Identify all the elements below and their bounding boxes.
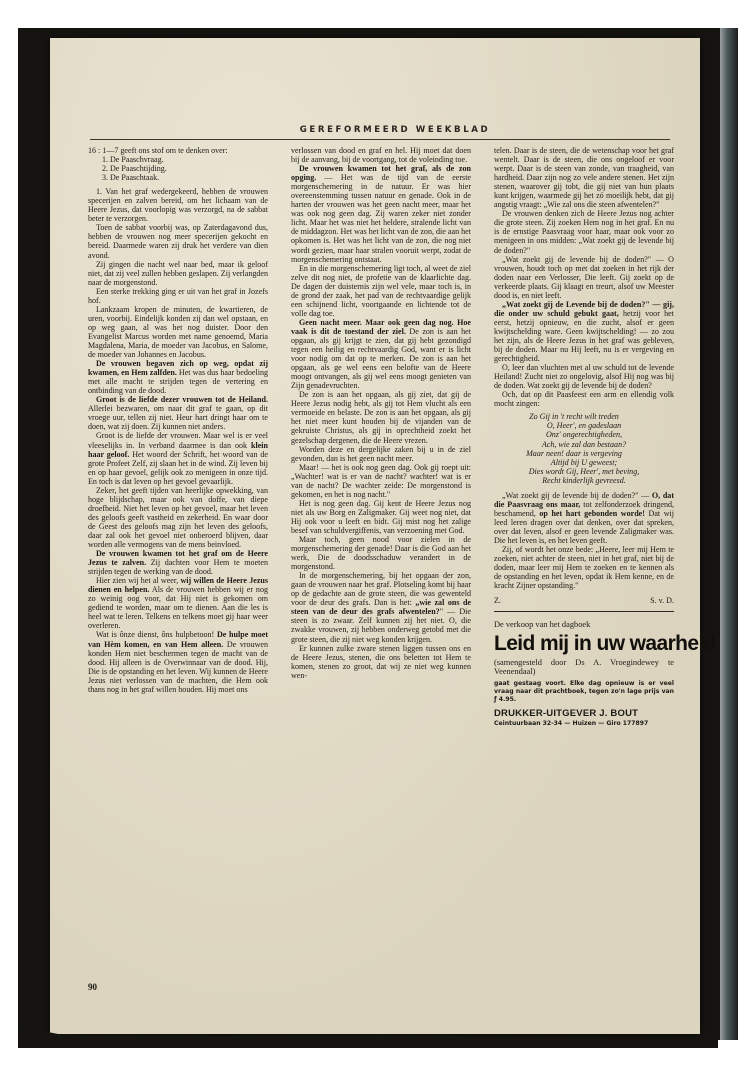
page-number: 90 [88, 982, 97, 992]
bold-phrase: De vrouwen kwamen tot het graf, als de zon opging. [291, 164, 471, 183]
paragraph: verlossen van dood en graf en hel. Hij moet dat doen bij de aanvang, bij de voortgang, tot de voleinding toe. [291, 146, 471, 165]
advertisement [494, 620, 716, 728]
bold-phrase: Geen nacht meer. Maar ook geen dag nog. Hoe vaak is dit de toestand der ziel. [291, 317, 471, 336]
paragraph-text: Wat is ônze dienst, ôns hulpbetoon! [96, 630, 217, 640]
paragraph-text: — Het was de tijd van de eerste morgenschemering in de natuur. Er was hier overeenstemming tussen natuur en genade. Ook in de harten der vrouwen was het geen nacht meer, maar het was ook nog geen dag. Zij waren zeker niet zonder licht. Maar het was niet het heldere, stralende licht van de middagzon. Het was het licht van de zon, die aan het opkomen is. Het was het licht van de zon, die nog niet wordt gezien, maar haar stralen vooruit werpt, zodat de morgenschemering ontstaat. [291, 173, 471, 264]
paragraph: „Wat zoekt gij de levende bij de doden?" — O vrouwen, houdt toch op met dat zoeken in het rijk der doden naar een Verlosser, Die leeft. Gij zoekt op de verkeerde plaats. Gij klaagt en treurt, alsof uw Meester dood is, en niet leeft. [494, 254, 674, 300]
list-item: 3. De Paaschtaak. [110, 173, 268, 182]
author-signature: S. v. D. [650, 596, 674, 606]
paragraph-text: hetzij voor het eerst, hetzij opnieuw, en die zucht, alsof er geen kwijtschelding ware. Geen kwijtschelding! — zo zou het zijn, als de Heere Jezus in het graf was gebleven, bij de doden. Maar nu Hij leeft, nu is er vergeving en gerechtigheid. [494, 308, 674, 364]
divider [494, 611, 674, 612]
header-rule [90, 139, 670, 140]
paragraph: Och, dat op dit Paasfeest een arm en ellendig volk mocht zingen: [494, 390, 674, 409]
verse-line: Dies wordt Gij, Heer', met beving, [528, 466, 640, 476]
paragraph: 1. Van het graf wedergekeerd, hebben de vrouwen specerijen en zalven bereid, om het lichaam van de Heere Jezus, dat voorlopig was verzorgd, na de sabbat beter te verzorgen. [88, 187, 268, 224]
paragraph-text: Zij dachten voor Hem te moeten strijden tegen de werking van de dood. [88, 558, 268, 577]
paragraph: telen. Daar is de steen, die de wetenschap voor het graf wentelt. Daar is de steen, die ons ongeloof er voor werpt. Daar is de steen van zonde, van traagheid, van hardheid. Daar zijn nog zo vele andere stenen. Het zijn stenen, waarover gij tobt, die gij niet van hun plaats kunt krijgen, waarmede gij het zó moeilijk hebt, dat gij angstig vraagt: „Wie zal ons die steen afwentelen?" [494, 146, 674, 210]
column-3 [494, 146, 716, 986]
ad-subtitle: (samengesteld door Ds A. Vroegindewey te Veenendaal) [494, 658, 674, 677]
bold-phrase: Groot is de liefde dezer vrouwen tot de Heiland. [96, 395, 268, 405]
paragraph: De zon is aan het opgaan, als gij ziet, dat gij de Heere Jezus nodig hebt, als gij tot Hem vlucht als een vermoeide en belaste. De zon is aan het opgaan, als gij het niet meer kunt houden bij de vijanden van de gekruiste Christus, als gij in oprechtheid zoekt het gezelschap dergenen, die de Heere vrezen. [291, 390, 471, 445]
paragraph [291, 164, 471, 264]
scanner-ribbon [18, 1026, 718, 1048]
hymn-verse [494, 412, 674, 484]
scan-frame [18, 28, 720, 1040]
verse-line: O, Heer', en gadeslaan [546, 421, 622, 431]
bold-phrase: „wie zal ons de steen van de deur des grafs afwentelen? [291, 598, 472, 617]
bold-phrase: De vrouwen begaven zich op weg, opdat zij kwamen, en Hem zalfden. [88, 359, 268, 378]
bold-phrase: O, dat die Paasvraag ons maar, [494, 490, 674, 509]
paragraph [494, 491, 674, 545]
ad-intro: De verkoop van het dagboek [494, 620, 591, 630]
paragraph: De vrouwen denken zich de Heere Jezus nog achter die grote steen. Zij zoeken Hem nog in het graf. En nu is de ernstige Paasvraag voor haar, maar ook voor zo menigeen in ons midden: „Wat zoekt gij de levende bij de doden?" [494, 209, 674, 255]
ribbon-shape [18, 1026, 718, 1048]
running-head: GEREFORMEERD WEEKBLAD [299, 125, 491, 135]
paragraph-text: Het woord der Schrift, het woord van de grote Profeet Zelf, zij slaan het in de wind. Zij leven bij en op haar gevoel, gelijk ook zo menigeen in onze tijd. En toch is dat leven op het gevoel gevaarlijk. [88, 449, 268, 486]
paragraph: Worden deze en dergelijke zaken bij u in de ziel gevonden, dan is het geen nacht meer. [291, 444, 471, 463]
paragraph-text: In de morgenschemering, bij het opgaan der zon, gaan de vrouwen naar het graf. Plotseling komt bij haar op de gedachte aan de grote steen, die was gewenteld voor de deur des grafs. Dan is het: [291, 571, 471, 608]
bold-phrase: De hulpe moet van Hèm komen, en van Hem alleen. [88, 630, 268, 649]
paragraph-text: Allerlei bezwaren, om naar dit graf te gaan, op dit vroege uur, tellen zij niet. Heur hart dringt haar om te doen, wat zij doen. Zij kunnen niet anders. [88, 404, 268, 432]
paragraph: Zij gingen die nacht wel naar bed, maar ik geloof niet, dat zij veel zullen hebben geslapen. Zij verlangden naar de morgenstond. [88, 259, 268, 287]
bold-phrase: op het hart gebonden worde! [539, 508, 645, 518]
ad-publisher: DRUKKER-UITGEVER J. BOUT [494, 708, 639, 720]
paragraph [88, 630, 268, 693]
paragraph-text: Hier zien wij het al weer, [96, 576, 181, 586]
paragraph: Er kunnen zulke zware stenen liggen tussen ons en de Heere Jezus, stenen, die ons beletten tot Hem te komen, stenen zo groot, dat wij ze niet weg kunnen wen- [291, 643, 471, 680]
ad-address: Ceintuurbaan 32-34 — Huizen — Giro 177897 [494, 720, 649, 728]
paragraph: Zij, of wordt het onze bede: „Heere, leer mij Hem te zoeken, niet achter de steen, niet in het graf, niet bij de doden, maar leer mij Hem te zoeken en te kennen als de opstanding en het leven, opdat ik Hem kenne, en de kracht Zijner opstanding." [494, 545, 674, 591]
paragraph-text: " — Die steen is zo zwaar. Zelf kunnen zij het niet. O, die zwakke vrouwen, zij hebben onderweg getobd met die grote steen, die zij niet weg konden krijgen. [291, 607, 471, 644]
page-sheet [50, 38, 716, 1034]
bold-phrase: „Wat zoekt gij de Levende bij de doden?" — gij, die onder uw schuld gebukt gaat, [494, 299, 674, 318]
ad-title: Leid mij in uw waarheid [494, 632, 716, 656]
verse-line: Recht kinderlijk gevreesd. [542, 475, 626, 485]
paragraph-text: Het was dus haar bedoeling met alle macht te strijden tegen de vertering en ontbinding van de dood. [88, 368, 269, 396]
outline-list [88, 155, 268, 182]
verse-line: Zo Gij in 't recht wilt treden [529, 412, 619, 422]
verse-line: Onz' ongerechtigheden, [545, 430, 623, 440]
paragraph: Toen de sabbat voorbij was, op Zaterdagavond dus, hebben de vrouwen nog meer specerijen gekocht en bereid. Daarmede waren zij druk het verdere van dien avond. [88, 223, 268, 260]
paragraph-text: De vrouwen konden Hem niet beschermen tegen de macht van de dood. Hij alleen is de Overwinnaar van de dood. Hij, Die is de opstanding en het leven. Wij kunnen de Heere Jezus niet verlossen van de machten, die Hem ook thans nog in het graf willen houden. Hij moet ons [88, 639, 268, 694]
bold-phrase: wij willen de Heere Jezus dienen en helpen. [88, 576, 268, 595]
paragraph [88, 359, 268, 395]
scan-edge-strip [720, 28, 738, 1040]
paragraph: Lankzaam kropen de minuten, de kwartieren, de uren, voorbij. Eindelijk konden zij dan wel opstaan, en op weg gaan, al was het nog duister. Door den Evangelist Marcus worden met name genoemd, Maria Magdalena, Maria, de moeder van Jacobus, en Salome, de moeder van Johannes en Jacobus. [88, 304, 268, 360]
intro-line: 16 : 1—7 geeft ons stof om te denken over: [88, 146, 228, 155]
paragraph: Maar toch, geen nood voor zielen in de morgenschemering der genade! Daar is die God aan het werk, Die de doodsschaduw verandert in de morgenstond. [291, 535, 471, 572]
verse-line: Ach, wie zal dan bestaan? [541, 439, 627, 449]
list-item: 2. De Paaschtijding. [110, 164, 268, 173]
ad-body: gaat gestaag voort. Elke dag opnieuw is er veel vraag naar dit prachtboek, tegen zo'n lage prijs van ƒ 4.95. [494, 680, 674, 703]
paragraph-text: De zon is aan het opgaan, als gij krijgt te zien, dat gij hebt gezondigd tegen een heilig en rechtvaardig God, want er is licht voor nodig om dat op te merken. De zon is aan het opgaan, als ge wel eens een belofte van de Heere moogt ontvangen, als gij wel eens moogt genieten van Zijn genadevruchten. [291, 326, 471, 391]
paragraph-text: Als de vrouwen hebben wij er nog zo weinig oog voor, dat Hij niet is gekomen om gediend te worden, maar om te dienen. Aan die les is heel wat te leren. Telkens en telkens moet gij haar weer overleren. [88, 585, 268, 631]
bold-phrase: De vrouwen kwamen tot het graf om de Heere Jezus te zalven. [88, 549, 268, 568]
signature-initial: Z. [494, 596, 501, 606]
column-1 [88, 146, 268, 986]
paragraph: O, leer dan vluchten met al uw schuld tot de levende Heiland! Zucht niet zo ongelovig, alsof Hij nog was bij de doden. Wat zoekt gij de levende bij de doden? [494, 363, 674, 391]
list-item: 1. De Paaschvraag. [110, 155, 268, 164]
paragraph [494, 300, 674, 363]
paragraph [291, 571, 471, 643]
verse-line: Maar neen! daar is vergeving [526, 448, 622, 458]
paragraph-text: Dat wij leed leren dragen over dat denken, over dat spreken, over dat leven, alsof er geen levende Zaligmaker was. Die het leven is, en het leven geeft. [494, 508, 674, 545]
paragraph-text: Groot is de liefde der vrouwen. Maar wel is er veel vleeselijks in. In verband daarmee is dan ook [88, 431, 268, 450]
paragraph: Maar! — het is ook nog geen dag. Ook gij roept uit: „Wachter! wat is er van de nacht? wachter! wat is er van de nacht? De wachter zeide: De morgenstond is gekomen, en het is nog nacht." [291, 462, 471, 499]
paragraph: Het is nog geen dag. Gij kent de Heere Jezus nog niet als uw Borg en Zaligmaker. Gij weet nog niet, dat Hij ook voor u leeft en bidt. Gij mist nog het zalige besef van schuldvergiffenis, van verzoening met God. [291, 498, 471, 535]
paragraph-text: „Wat zoekt gij de levende bij de doden?" — [502, 490, 652, 500]
paragraph-text: tot zelfonderzoek dringend, beschamend, [494, 499, 674, 518]
column-2 [291, 146, 471, 986]
bold-phrase: klein haar geloof. [88, 440, 268, 459]
signature-line [494, 596, 674, 605]
verse-line: Altijd bij U geweest; [550, 457, 618, 467]
paragraph [291, 318, 471, 390]
paragraph: Een sterke trekking ging er uit van het graf in Jozefs hof. [88, 286, 268, 305]
paragraph: En in die morgenschemering ligt toch, al weet de ziel zelve dit nog niet, de profetie van de klaarlichte dag. De dagen der duisternis zijn wel vele, maar toch is, in de grond der zaak, het pad van de rechtvaardige gelijk een schijnend licht, voortgaande en lichtende tot de volle dag toe. [291, 263, 471, 318]
paragraph [88, 395, 268, 431]
paragraph [88, 431, 268, 485]
paragraph: Zeker, het geeft tijden van heerlijke opwekking, van hoge blijdschap, maar ook van doffe, van diepe droefheid. Niet het leven op het gevoel, maar het leven des geloofs geeft vastheid en zekerheid. En waar door de Geest des geloofs mag zijn het leven des geloofs, daar zal ook het gevoel niet onberoerd blijven, daar worden alle vermogens van de mens beinvloed. [88, 485, 268, 550]
paragraph [88, 549, 268, 576]
paragraph [88, 576, 268, 630]
